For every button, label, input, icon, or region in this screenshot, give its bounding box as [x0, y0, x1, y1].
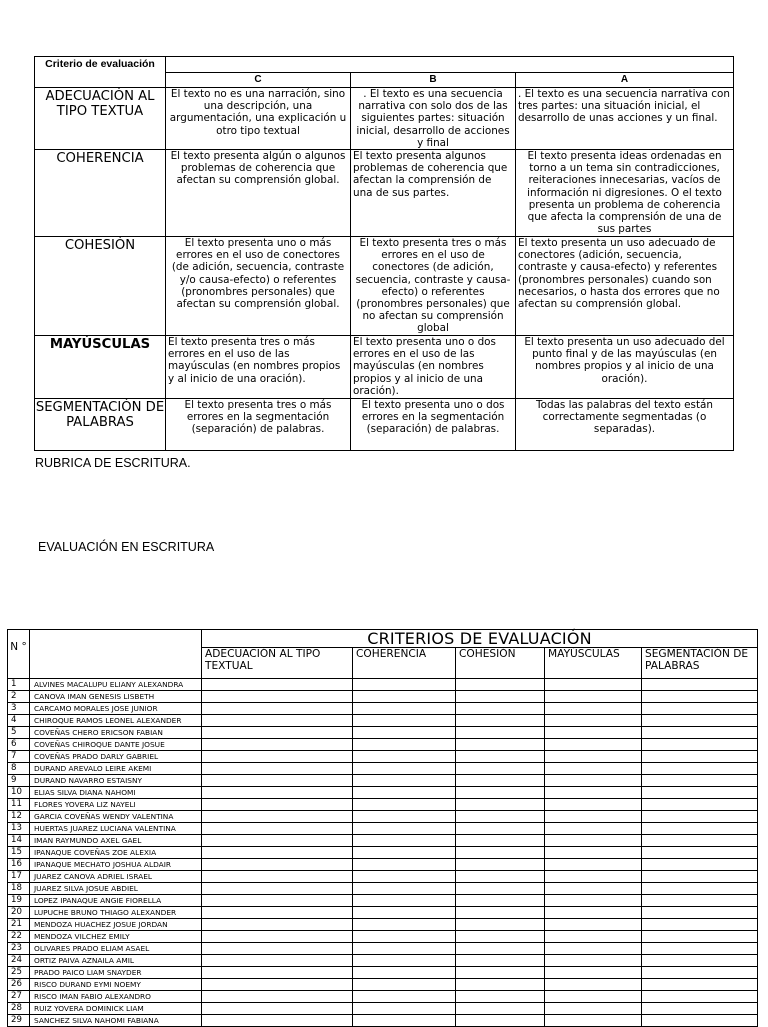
score-cell[interactable] — [642, 943, 758, 955]
student-name: DURAND AREVALO LEIRE AKEMI — [30, 763, 202, 775]
student-name: JUAREZ CANOVA ADRIEL ISRAEL — [30, 871, 202, 883]
table-row — [8, 787, 758, 799]
score-cell[interactable] — [456, 823, 545, 835]
descriptor-c: El texto presenta tres o más errores en la segmentación (separación) de palabras. — [166, 399, 351, 451]
student-number: 26 — [8, 979, 30, 991]
score-cell[interactable] — [545, 967, 642, 979]
score-cell[interactable] — [456, 931, 545, 943]
table-row — [8, 1003, 758, 1015]
score-cell[interactable] — [456, 703, 545, 715]
table-row — [8, 1015, 758, 1027]
score-cell[interactable] — [353, 955, 456, 967]
descriptor-a: . El texto es una secuencia narrativa con tres partes: una situación inicial, el desarrollo de unas acciones y un final. — [516, 88, 734, 150]
evaluation-title-row — [8, 630, 758, 648]
descriptor-c: El texto presenta uno o más errores en el uso de conectores (de adición, secuencia, contraste y/o causa-efecto) o referentes (pronombres personales) que afectan su comprensión global. — [166, 237, 351, 336]
score-cell[interactable] — [456, 691, 545, 703]
student-name: LUPUCHE BRUNO THIAGO ALEXANDER — [30, 907, 202, 919]
student-name: RISCO IMAN FABIO ALEXANDRO — [30, 991, 202, 1003]
score-cell[interactable] — [545, 727, 642, 739]
table-row — [8, 859, 758, 871]
score-cell[interactable] — [202, 859, 353, 871]
score-cell[interactable] — [202, 715, 353, 727]
student-name: IPANAQUE MECHATO JOSHUA ALDAIR — [30, 859, 202, 871]
score-cell[interactable] — [456, 739, 545, 751]
score-cell[interactable] — [642, 691, 758, 703]
table-row — [8, 967, 758, 979]
score-cell[interactable] — [456, 895, 545, 907]
rubric-header-blank — [166, 57, 734, 73]
table-row — [8, 799, 758, 811]
score-cell[interactable] — [202, 763, 353, 775]
score-cell[interactable] — [202, 979, 353, 991]
criterion-name: SEGMENTACIÓN DE PALABRAS — [35, 399, 166, 451]
table-row — [8, 823, 758, 835]
score-cell[interactable] — [202, 739, 353, 751]
student-name: DURAND NAVARRO ESTAISNY — [30, 775, 202, 787]
score-cell[interactable] — [545, 775, 642, 787]
score-cell[interactable] — [545, 1015, 642, 1027]
score-cell[interactable] — [545, 895, 642, 907]
table-row — [8, 751, 758, 763]
student-number: 29 — [8, 1015, 30, 1027]
criterion-name: MAYÚSCULAS — [35, 336, 166, 399]
score-cell[interactable] — [545, 871, 642, 883]
score-cell[interactable] — [456, 883, 545, 895]
student-name: COVEÑAS PRADO DARLY GABRIEL — [30, 751, 202, 763]
score-cell[interactable] — [202, 931, 353, 943]
score-cell[interactable] — [202, 787, 353, 799]
score-cell[interactable] — [456, 715, 545, 727]
student-name: CANOVA IMAN GENESIS LISBETH — [30, 691, 202, 703]
score-cell[interactable] — [456, 763, 545, 775]
table-row — [8, 763, 758, 775]
student-name: PRADO PAICO LIAM SNAYDER — [30, 967, 202, 979]
descriptor-b: El texto presenta tres o más errores en el uso de conectores (de adición, secuencia, contraste y causa-efecto) o referentes (pronombres personales) que no afectan su comprensión global — [351, 237, 516, 336]
table-row — [8, 727, 758, 739]
student-name: CARCAMO MORALES JOSE JUNIOR — [30, 703, 202, 715]
student-number: 24 — [8, 955, 30, 967]
student-number: 28 — [8, 1003, 30, 1015]
score-cell[interactable] — [642, 763, 758, 775]
score-cell[interactable] — [545, 799, 642, 811]
student-number: 27 — [8, 991, 30, 1003]
student-number: 16 — [8, 859, 30, 871]
descriptor-b: . El texto es una secuencia narrativa con solo dos de las siguientes partes: situación inicial, desarrollo de acciones y final — [351, 88, 516, 150]
level-c-header: C — [166, 73, 351, 88]
student-number: 3 — [8, 703, 30, 715]
rubric-table — [34, 56, 734, 451]
score-cell[interactable] — [353, 763, 456, 775]
student-name: IPANAQUE COVEÑAS ZOE ALEXIA — [30, 847, 202, 859]
score-cell[interactable] — [353, 907, 456, 919]
student-number: 15 — [8, 847, 30, 859]
score-cell[interactable] — [202, 703, 353, 715]
score-cell[interactable] — [545, 907, 642, 919]
rubric-row-coherencia — [35, 150, 734, 237]
score-cell[interactable] — [353, 679, 456, 691]
level-a-header: A — [516, 73, 734, 88]
score-cell[interactable] — [545, 919, 642, 931]
score-cell[interactable] — [545, 739, 642, 751]
score-cell[interactable] — [202, 883, 353, 895]
table-row — [8, 691, 758, 703]
student-number: 6 — [8, 739, 30, 751]
score-cell[interactable] — [642, 811, 758, 823]
name-header-blank — [30, 630, 202, 679]
score-cell[interactable] — [353, 703, 456, 715]
student-number: 10 — [8, 787, 30, 799]
column-header-segmentacion: SEGMENTACIÓN DE PALABRAS — [642, 648, 758, 679]
score-cell[interactable] — [456, 727, 545, 739]
student-name: LOPEZ IPANAQUE ANGIE FIORELLA — [30, 895, 202, 907]
rubric-row-segmentacion — [35, 399, 734, 451]
score-cell[interactable] — [353, 787, 456, 799]
student-number: 20 — [8, 907, 30, 919]
score-cell[interactable] — [202, 991, 353, 1003]
score-cell[interactable] — [202, 799, 353, 811]
score-cell[interactable] — [202, 679, 353, 691]
score-cell[interactable] — [456, 679, 545, 691]
score-cell[interactable] — [642, 883, 758, 895]
score-cell[interactable] — [456, 811, 545, 823]
table-row — [8, 943, 758, 955]
score-cell[interactable] — [456, 799, 545, 811]
criterion-header: Criterio de evaluación — [35, 57, 166, 88]
score-cell[interactable] — [642, 703, 758, 715]
criterion-name: COHESIÓN — [35, 237, 166, 336]
score-cell[interactable] — [353, 823, 456, 835]
score-cell[interactable] — [545, 679, 642, 691]
descriptor-a: El texto presenta un uso adecuado del punto final y de las mayúsculas (en nombres propios y al inicio de una oración). — [516, 336, 734, 399]
score-cell[interactable] — [353, 967, 456, 979]
student-number: 11 — [8, 799, 30, 811]
score-cell[interactable] — [545, 979, 642, 991]
table-row — [8, 907, 758, 919]
student-number: 4 — [8, 715, 30, 727]
student-name: RUIZ YOVERA DOMINICK LIAM — [30, 1003, 202, 1015]
score-cell[interactable] — [642, 1015, 758, 1027]
student-number: 7 — [8, 751, 30, 763]
rubric-row-cohesion — [35, 237, 734, 336]
score-cell[interactable] — [456, 1015, 545, 1027]
table-row — [8, 919, 758, 931]
score-cell[interactable] — [456, 847, 545, 859]
student-name: FLORES YOVERA LIZ NAYELI — [30, 799, 202, 811]
descriptor-a: El texto presenta un uso adecuado de conectores (adición, secuencia, contraste y causa-efecto) y referentes (pronombres personales) cuando son necesarios, o hasta dos errores que no afectan su comprensión global. — [516, 237, 734, 336]
student-name: MENDOZA HUACHEZ JOSUE JORDAN — [30, 919, 202, 931]
student-name: MENDOZA VILCHEZ EMILY — [30, 931, 202, 943]
score-cell[interactable] — [642, 751, 758, 763]
score-cell[interactable] — [642, 775, 758, 787]
student-number: 21 — [8, 919, 30, 931]
student-number: 8 — [8, 763, 30, 775]
student-name: COVEÑAS CHERO ERICSON FABIAN — [30, 727, 202, 739]
score-cell[interactable] — [545, 883, 642, 895]
score-cell[interactable] — [642, 955, 758, 967]
score-cell[interactable] — [353, 883, 456, 895]
descriptor-c: El texto presenta algún o algunos problemas de coherencia que afectan su comprensión global. — [166, 150, 351, 237]
table-row — [8, 715, 758, 727]
student-number: 25 — [8, 967, 30, 979]
score-cell[interactable] — [202, 943, 353, 955]
score-cell[interactable] — [353, 775, 456, 787]
score-cell[interactable] — [353, 943, 456, 955]
score-cell[interactable] — [545, 751, 642, 763]
score-cell[interactable] — [642, 979, 758, 991]
score-cell[interactable] — [642, 895, 758, 907]
student-number: 18 — [8, 883, 30, 895]
student-name: IMAN RAYMUNDO AXEL GAEL — [30, 835, 202, 847]
student-number: 19 — [8, 895, 30, 907]
student-number: 9 — [8, 775, 30, 787]
descriptor-a: El texto presenta ideas ordenadas en torno a un tema sin contradicciones, reiteraciones innecesarias, vacíos de información ni digresiones. O el texto presenta un problema de coherencia que afecta la comprensión de una de sus partes — [516, 150, 734, 237]
student-number: 23 — [8, 943, 30, 955]
score-cell[interactable] — [545, 847, 642, 859]
score-cell[interactable] — [456, 907, 545, 919]
score-cell[interactable] — [353, 691, 456, 703]
score-cell[interactable] — [202, 1003, 353, 1015]
student-number: 1 — [8, 679, 30, 691]
score-cell[interactable] — [642, 823, 758, 835]
table-row — [8, 991, 758, 1003]
table-row — [8, 847, 758, 859]
student-number: 2 — [8, 691, 30, 703]
score-cell[interactable] — [642, 679, 758, 691]
evaluation-table — [7, 629, 758, 1027]
score-cell[interactable] — [642, 871, 758, 883]
score-cell[interactable] — [642, 967, 758, 979]
score-cell[interactable] — [202, 751, 353, 763]
score-cell[interactable] — [545, 703, 642, 715]
student-number: 14 — [8, 835, 30, 847]
score-cell[interactable] — [456, 979, 545, 991]
descriptor-b: El texto presenta algunos problemas de coherencia que afectan la comprensión de una de sus partes. — [351, 150, 516, 237]
table-row — [8, 895, 758, 907]
score-cell[interactable] — [202, 823, 353, 835]
score-cell[interactable] — [353, 1015, 456, 1027]
score-cell[interactable] — [353, 895, 456, 907]
score-cell[interactable] — [456, 835, 545, 847]
score-cell[interactable] — [353, 919, 456, 931]
score-cell[interactable] — [545, 991, 642, 1003]
table-row — [8, 739, 758, 751]
student-number: 12 — [8, 811, 30, 823]
criterion-name: COHERENCIA — [35, 150, 166, 237]
number-header: N ° — [8, 630, 30, 679]
student-number: 22 — [8, 931, 30, 943]
criterion-name: ADECUACIÓN AL TIPO TEXTUA — [35, 88, 166, 150]
score-cell[interactable] — [642, 919, 758, 931]
score-cell[interactable] — [353, 715, 456, 727]
table-row — [8, 931, 758, 943]
student-name: HUERTAS JUAREZ LUCIANA VALENTINA — [30, 823, 202, 835]
student-name: JUAREZ SILVA JOSUE ABDIEL — [30, 883, 202, 895]
student-name: CHIROQUE RAMOS LEONEL ALEXANDER — [30, 715, 202, 727]
score-cell[interactable] — [202, 907, 353, 919]
student-name: ELIAS SILVA DIANA NAHOMI — [30, 787, 202, 799]
rubric-row-mayusculas — [35, 336, 734, 399]
student-name: OLIVARES PRADO ELIAM ASAEL — [30, 943, 202, 955]
score-cell[interactable] — [353, 979, 456, 991]
descriptor-b: El texto presenta uno o dos errores en el uso de las mayúsculas (en nombres propios y al inicio de una oración). — [351, 336, 516, 399]
score-cell[interactable] — [545, 931, 642, 943]
student-number: 17 — [8, 871, 30, 883]
score-cell[interactable] — [202, 847, 353, 859]
student-name: SANCHEZ SILVA NAHOMI FABIANA — [30, 1015, 202, 1027]
score-cell[interactable] — [642, 847, 758, 859]
score-cell[interactable] — [353, 751, 456, 763]
score-cell[interactable] — [642, 715, 758, 727]
evaluation-title: EVALUACIÓN EN ESCRITURA — [38, 540, 215, 554]
score-cell[interactable] — [202, 835, 353, 847]
student-name: ORTIZ PAIVA AZNAILA AMIL — [30, 955, 202, 967]
score-cell[interactable] — [202, 967, 353, 979]
score-cell[interactable] — [545, 763, 642, 775]
score-cell[interactable] — [642, 835, 758, 847]
table-row — [8, 955, 758, 967]
student-name: COVEÑAS CHIROQUE DANTE JOSUE — [30, 739, 202, 751]
score-cell[interactable] — [456, 967, 545, 979]
score-cell[interactable] — [456, 991, 545, 1003]
score-cell[interactable] — [353, 811, 456, 823]
score-cell[interactable] — [353, 727, 456, 739]
score-cell[interactable] — [353, 931, 456, 943]
score-cell[interactable] — [353, 991, 456, 1003]
score-cell[interactable] — [456, 919, 545, 931]
score-cell[interactable] — [353, 835, 456, 847]
score-cell[interactable] — [642, 799, 758, 811]
score-cell[interactable] — [456, 859, 545, 871]
student-name: ALVINES MACALUPU ELIANY ALEXANDRA — [30, 679, 202, 691]
student-number: 13 — [8, 823, 30, 835]
score-cell[interactable] — [545, 859, 642, 871]
score-cell[interactable] — [545, 823, 642, 835]
score-cell[interactable] — [353, 1003, 456, 1015]
criteria-main-title: CRITERIOS DE EVALUACIÓN — [202, 630, 758, 648]
score-cell[interactable] — [545, 835, 642, 847]
descriptor-c: El texto no es una narración, sino una descripción, una argumentación, una explicación u otro tipo textual — [166, 88, 351, 150]
score-cell[interactable] — [642, 1003, 758, 1015]
descriptor-b: El texto presenta uno o dos errores en la segmentación (separación) de palabras. — [351, 399, 516, 451]
table-row — [8, 883, 758, 895]
score-cell[interactable] — [642, 859, 758, 871]
score-cell[interactable] — [456, 775, 545, 787]
score-cell[interactable] — [642, 931, 758, 943]
column-header-adecuacion: ADECUACIÓN AL TIPO TEXTUAL — [202, 648, 353, 679]
level-b-header: B — [351, 73, 516, 88]
rubric-header-row — [35, 57, 734, 73]
score-cell[interactable] — [545, 943, 642, 955]
table-row — [8, 979, 758, 991]
score-cell[interactable] — [545, 811, 642, 823]
score-cell[interactable] — [202, 775, 353, 787]
descriptor-c: El texto presenta tres o más errores en el uso de las mayúsculas (en nombres propios y al inicio de una oración). — [166, 336, 351, 399]
descriptor-a: Todas las palabras del texto están correctamente segmentadas (o separadas). — [516, 399, 734, 451]
score-cell[interactable] — [456, 871, 545, 883]
score-cell[interactable] — [202, 895, 353, 907]
score-cell[interactable] — [202, 919, 353, 931]
score-cell[interactable] — [456, 955, 545, 967]
table-row — [8, 775, 758, 787]
score-cell[interactable] — [202, 811, 353, 823]
score-cell[interactable] — [202, 955, 353, 967]
score-cell[interactable] — [353, 871, 456, 883]
score-cell[interactable] — [545, 787, 642, 799]
score-cell[interactable] — [353, 739, 456, 751]
column-header-cohesion: COHESIÓN — [456, 648, 545, 679]
score-cell[interactable] — [642, 991, 758, 1003]
score-cell[interactable] — [545, 955, 642, 967]
score-cell[interactable] — [353, 859, 456, 871]
score-cell[interactable] — [353, 799, 456, 811]
student-number: 5 — [8, 727, 30, 739]
score-cell[interactable] — [202, 727, 353, 739]
score-cell[interactable] — [642, 727, 758, 739]
student-rows — [8, 679, 758, 1027]
score-cell[interactable] — [456, 787, 545, 799]
student-name: RISCO DURAND EYMI NOEMY — [30, 979, 202, 991]
score-cell[interactable] — [642, 907, 758, 919]
score-cell[interactable] — [545, 691, 642, 703]
rubric-row-adecuacion — [35, 88, 734, 150]
score-cell[interactable] — [456, 751, 545, 763]
table-row — [8, 871, 758, 883]
table-row — [8, 703, 758, 715]
column-header-mayusculas: MAYÚSCULAS — [545, 648, 642, 679]
rubric-caption: RUBRICA DE ESCRITURA. — [35, 456, 191, 470]
table-row — [8, 835, 758, 847]
score-cell[interactable] — [456, 1003, 545, 1015]
score-cell[interactable] — [202, 871, 353, 883]
student-name: GARCIA COVEÑAS WENDY VALENTINA — [30, 811, 202, 823]
score-cell[interactable] — [642, 739, 758, 751]
score-cell[interactable] — [202, 1015, 353, 1027]
table-row — [8, 679, 758, 691]
score-cell[interactable] — [202, 691, 353, 703]
column-header-coherencia: COHERENCIA — [353, 648, 456, 679]
score-cell[interactable] — [353, 847, 456, 859]
score-cell[interactable] — [545, 715, 642, 727]
score-cell[interactable] — [456, 943, 545, 955]
table-row — [8, 811, 758, 823]
score-cell[interactable] — [642, 787, 758, 799]
score-cell[interactable] — [545, 1003, 642, 1015]
